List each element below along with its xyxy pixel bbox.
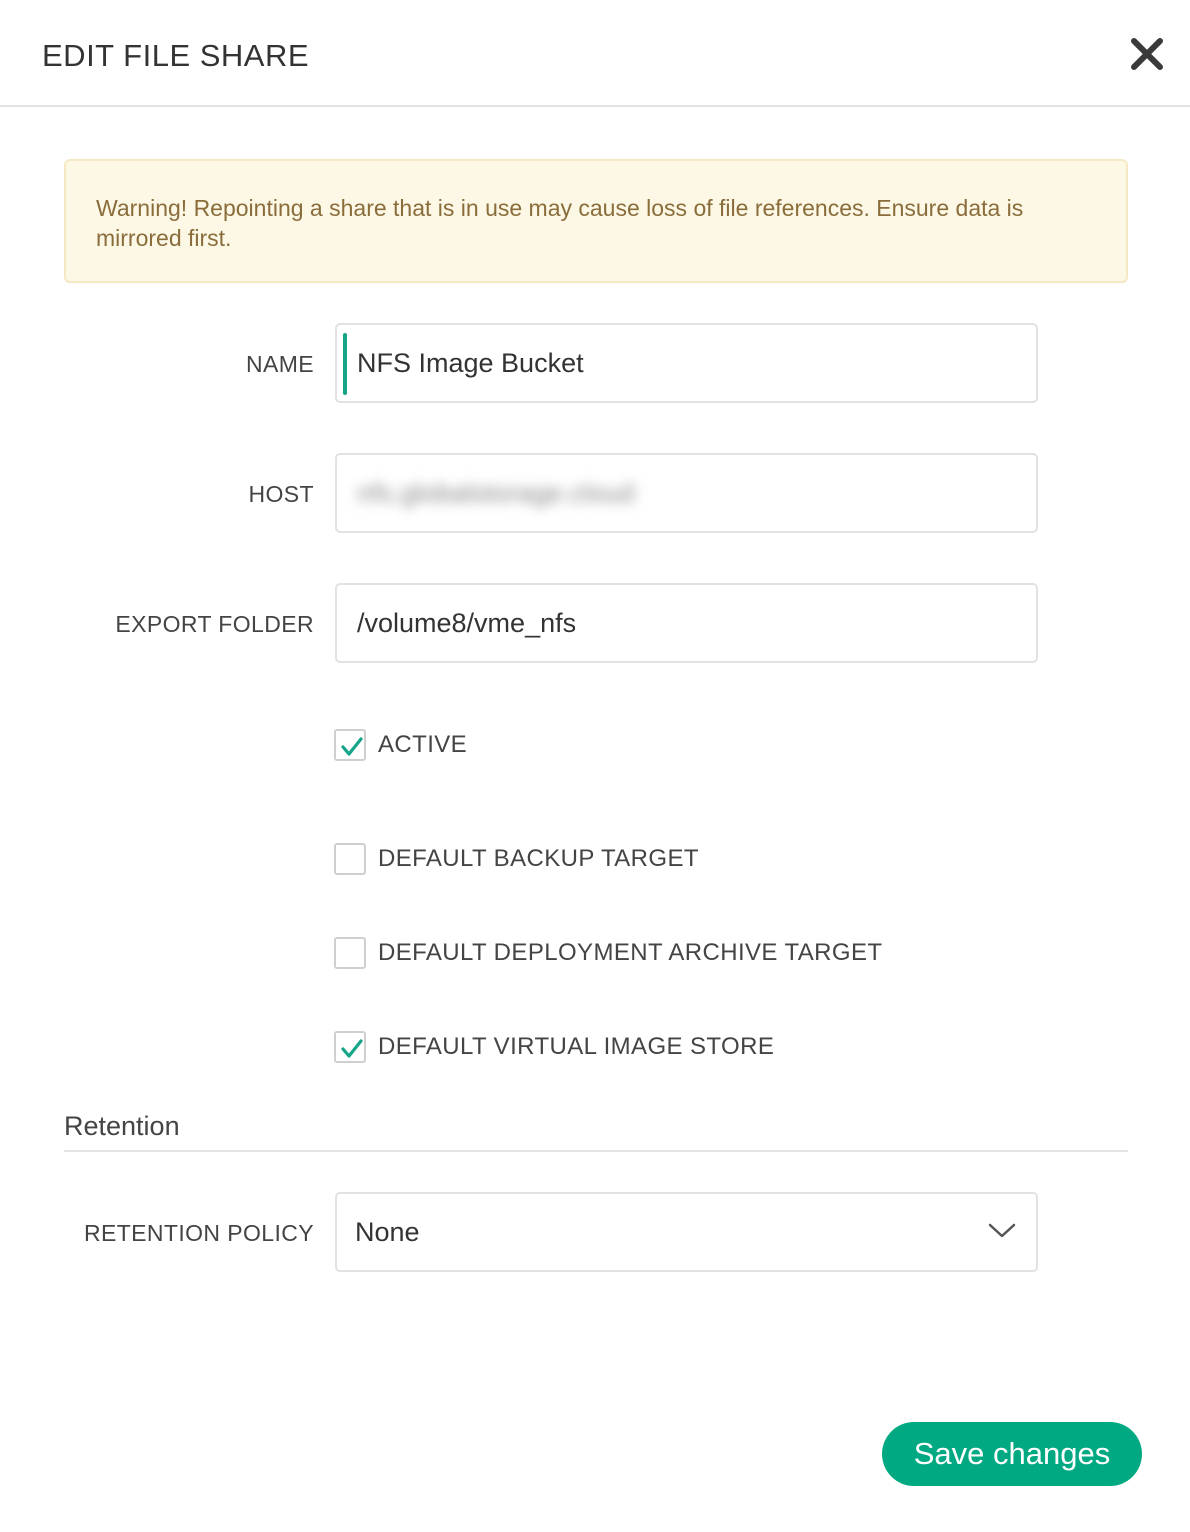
default-backup-target-row[interactable] xyxy=(334,841,699,877)
default-backup-target-checkbox[interactable] xyxy=(334,843,366,875)
host-label: HOST xyxy=(248,481,314,507)
export-folder-input-value: /volume8/vme_nfs xyxy=(357,608,577,638)
default-deployment-archive-target-row[interactable] xyxy=(334,935,882,971)
active-checkbox[interactable] xyxy=(334,729,366,761)
retention-section-title: Retention xyxy=(64,1111,180,1141)
name-label: NAME xyxy=(245,351,314,377)
export-folder-label: EXPORT FOLDER xyxy=(115,611,314,637)
default-virtual-image-store-row[interactable] xyxy=(334,1029,774,1065)
export-folder-input[interactable] xyxy=(335,583,1038,663)
retention-policy-value: None xyxy=(355,1217,420,1247)
default-deployment-archive-target-label: DEFAULT DEPLOYMENT ARCHIVE TARGET xyxy=(378,939,883,966)
active-checkbox-label: ACTIVE xyxy=(378,731,468,758)
close-icon[interactable] xyxy=(1126,33,1168,75)
default-virtual-image-store-label: DEFAULT VIRTUAL IMAGE STORE xyxy=(378,1033,775,1060)
warning-alert: Warning! Repointing a share that is in use may cause loss of file references. Ensure data is mirrored first. xyxy=(64,159,1128,283)
host-input-value: nfs.globalstorage.cloud xyxy=(357,478,635,508)
default-virtual-image-store-checkbox[interactable] xyxy=(334,1031,366,1063)
active-checkbox-row[interactable] xyxy=(334,727,467,763)
retention-policy-label: RETENTION POLICY xyxy=(83,1220,314,1246)
host-input[interactable] xyxy=(335,453,1038,533)
checkmark-icon xyxy=(338,1035,366,1063)
default-deployment-archive-target-checkbox[interactable] xyxy=(334,937,366,969)
modal-header xyxy=(0,0,1190,107)
name-input-value: NFS Image Bucket xyxy=(357,348,584,378)
chevron-down-icon xyxy=(988,1222,1016,1240)
default-backup-target-label: DEFAULT BACKUP TARGET xyxy=(378,845,699,872)
section-divider xyxy=(64,1150,1128,1152)
retention-policy-select[interactable] xyxy=(335,1192,1038,1272)
modal-title: EDIT FILE SHARE xyxy=(42,38,310,73)
name-input[interactable] xyxy=(335,323,1038,403)
save-changes-button[interactable]: Save changes xyxy=(882,1422,1142,1486)
checkmark-icon xyxy=(338,733,366,761)
